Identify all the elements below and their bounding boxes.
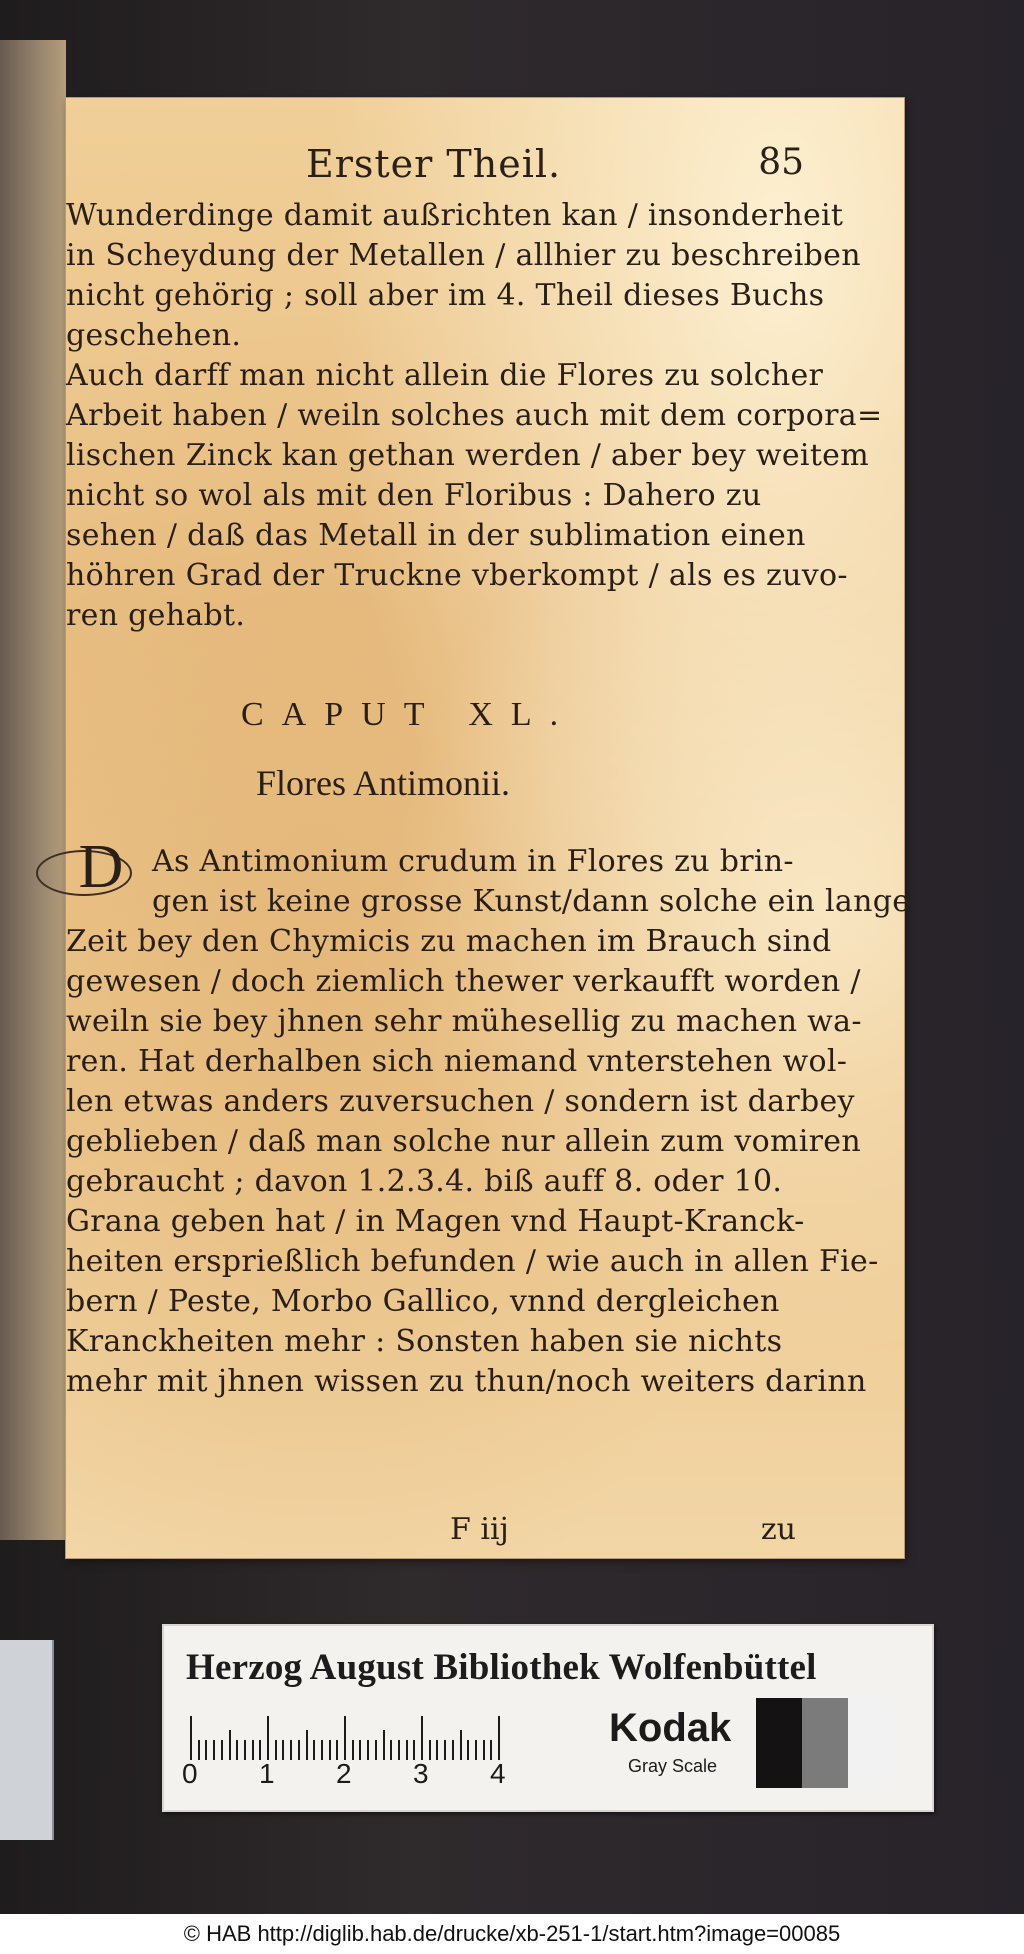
ruler-tick: [259, 1740, 261, 1760]
gray-scale-label: Gray Scale: [628, 1756, 718, 1776]
text-line: weiln sie bey jhnen sehr mühesellig zu machen wa-: [66, 1004, 862, 1039]
ruler-tick: [367, 1740, 369, 1760]
ruler-tick: [198, 1740, 200, 1760]
gray-swatch: [756, 1698, 802, 1788]
text-line: Grana geben hat / in Magen vnd Haupt-Kranck-: [66, 1204, 805, 1239]
ruler-tick: [290, 1740, 292, 1760]
text-line: höhren Grad der Truckne vberkompt / als es zuvo-: [66, 558, 848, 593]
ruler-tick: [275, 1740, 277, 1760]
text-line: nicht so wol als mit den Floribus : Dahero zu: [66, 478, 762, 513]
paragraph-1: [66, 196, 883, 636]
ruler-tick: [344, 1716, 346, 1760]
ruler-tick: [267, 1716, 269, 1760]
previous-page-edge: [0, 40, 66, 1540]
ruler-tick: [483, 1740, 485, 1760]
ruler-tick: [398, 1740, 400, 1760]
ruler-tick: [390, 1740, 392, 1760]
text-line: ren. Hat derhalben sich niemand vnterstehen wol-: [66, 1044, 848, 1079]
text-line: bern / Peste, Morbo Gallico, vnnd dergleichen: [66, 1284, 780, 1319]
ruler-tick: [306, 1730, 308, 1760]
text-line: gebraucht ; davon 1.2.3.4. biß auff 8. oder 10.: [66, 1164, 783, 1199]
ruler-tick: [498, 1716, 500, 1760]
ruler-tick: [490, 1740, 492, 1760]
text-line: gen ist keine grosse Kunst/dann solche ein lange: [152, 884, 911, 919]
gray-swatch: [848, 1698, 894, 1788]
text-line: len etwas anders zuversuchen / sondern ist darbey: [66, 1084, 855, 1119]
ruler-tick: [383, 1730, 385, 1760]
text-line: Wunderdinge damit außrichten kan / insonderheit: [66, 198, 844, 233]
ruler-tick: [352, 1740, 354, 1760]
text-line: As Antimonium crudum in Flores zu brin-: [152, 844, 794, 879]
ruler-tick: [375, 1740, 377, 1760]
catchword: zu: [760, 1512, 796, 1547]
ruler-tick: [321, 1740, 323, 1760]
ruler-tick: [229, 1730, 231, 1760]
ruler-tick: [244, 1740, 246, 1760]
text-line: geblieben / daß man solche nur allein zum vomiren: [66, 1124, 861, 1159]
ruler-tick: [460, 1730, 462, 1760]
paragraph-2: [66, 842, 911, 1402]
ruler-label: 4: [490, 1758, 506, 1789]
text-line: Kranckheiten mehr : Sonsten haben sie nichts: [66, 1324, 783, 1359]
text-line: sehen / daß das Metall in der sublimation einen: [66, 518, 806, 553]
ruler-tick: [298, 1740, 300, 1760]
text-line: in Scheydung der Metallen / allhier zu beschreiben: [66, 238, 861, 273]
ruler-tick: [329, 1740, 331, 1760]
kodak-logo: Kodak: [609, 1706, 732, 1750]
ruler: [186, 1716, 584, 1760]
ruler-tick: [413, 1740, 415, 1760]
ruler-tick: [436, 1740, 438, 1760]
ruler-tick: [190, 1716, 192, 1760]
ruler-tick: [205, 1740, 207, 1760]
ruler-tick: [313, 1740, 315, 1760]
book-edge-sliver: [0, 1640, 54, 1840]
text-line: nicht gehörig ; soll aber im 4. Theil dieses Buchs: [66, 278, 825, 313]
ruler-tick: [252, 1740, 254, 1760]
text-line: ren gehabt.: [66, 598, 246, 633]
library-name: Herzog August Bibliothek Wolfenbüttel: [186, 1647, 817, 1688]
ruler-tick: [421, 1716, 423, 1760]
ruler-tick: [475, 1740, 477, 1760]
ruler-label: 2: [336, 1758, 352, 1789]
ruler-tick: [359, 1740, 361, 1760]
ruler-tick: [213, 1740, 215, 1760]
ruler-label: 3: [413, 1758, 429, 1789]
text-line: Arbeit haben / weiln solches auch mit dem corpora=: [66, 398, 883, 433]
ruler-tick: [429, 1740, 431, 1760]
chapter-heading: CAPUT XL.: [241, 696, 577, 733]
text-line: lischen Zinck kan gethan werden / aber bey weitem: [66, 438, 869, 473]
ruler-tick: [467, 1740, 469, 1760]
ruler-label: 0: [182, 1758, 198, 1789]
chapter-title: Flores Antimonii.: [256, 763, 511, 803]
copyright-footer: © HAB http://diglib.hab.de/drucke/xb-251-1/start.htm?image=00085: [0, 1914, 1024, 1954]
page-number: 85: [758, 142, 804, 183]
text-line: gewesen / doch ziemlich thewer verkaufft worden /: [66, 964, 861, 999]
text-line: geschehen.: [66, 318, 242, 353]
text-line: Auch darff man nicht allein die Flores zu solcher: [66, 358, 824, 393]
ruler-tick: [221, 1740, 223, 1760]
text-line: heiten ersprießlich befunden / wie auch in allen Fie-: [66, 1244, 879, 1279]
ruler-tick: [282, 1740, 284, 1760]
text-line: Zeit bey den Chymicis zu machen im Brauch sind: [66, 924, 832, 959]
text-line: mehr mit jhnen wissen zu thun/noch weiters darinn: [66, 1364, 867, 1399]
gray-swatch: [802, 1698, 848, 1788]
ruler-tick: [236, 1740, 238, 1760]
ruler-tick: [406, 1740, 408, 1760]
book-page: [66, 98, 911, 1558]
ruler-tick: [452, 1740, 454, 1760]
color-reference-card: [162, 1624, 934, 1812]
signature-mark: F iij: [450, 1512, 509, 1547]
ruler-tick: [336, 1740, 338, 1760]
running-head: Erster Theil.: [306, 142, 562, 186]
drop-initial: D: [78, 833, 124, 901]
ruler-tick: [444, 1740, 446, 1760]
ruler-label: 1: [259, 1758, 275, 1789]
